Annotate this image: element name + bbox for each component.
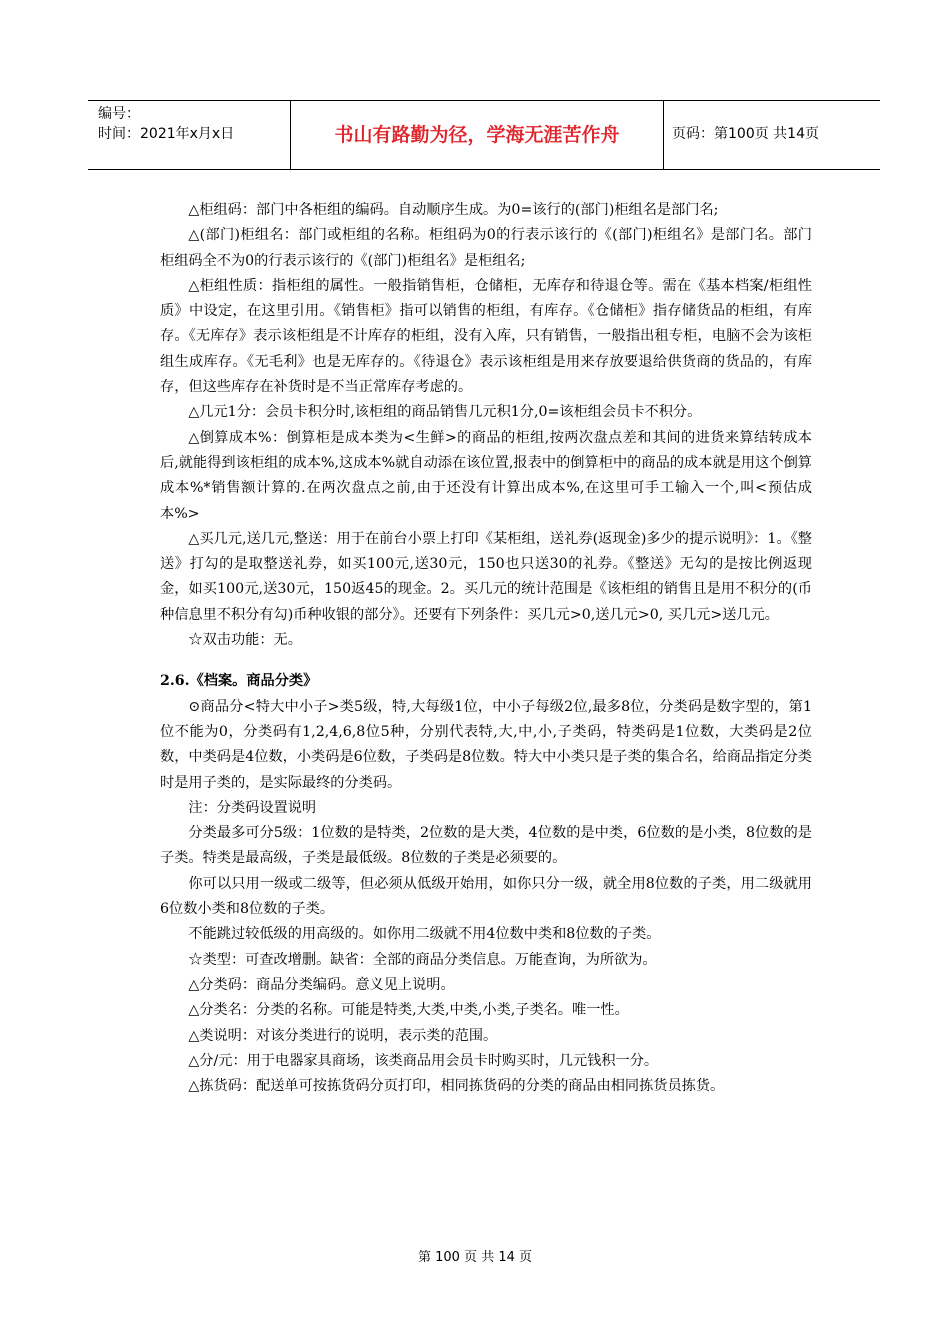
paragraph: △买几元,送几元,整送：用于在前台小票上打印《某柜组，送礼券(返现金)多少的提示说明》：1。《整送》打勾的是取整送礼券，如买100元,送30元，150也只送30的礼券。《整送》无勾的是按比例返现金，如买100元,送30元，150返45的现金。2。买几元的统计范围是《该柜组的销售且是用不积分的(币种信息里不积分有勾)币种收银的部分》。还要有下列条件：买几元>0,送几元>0, 买几元>送几元。 <box>160 530 812 623</box>
paragraph: △倒算成本%：倒算柜是成本类为<生鲜>的商品的柜组,按两次盘点差和其间的进货来算结转成本后,就能得到该柜组的成本%,这成本%就自动添在该位置,报表中的倒算柜中的商品的成本就是用这个倒算成本%*销售额计算的.在两次盘点之前,由于还没有计算出成本%,在这里可手工输入一个,叫<预估成本%> <box>160 429 812 522</box>
paragraph: ☆类型：可查改增删。缺省：全部的商品分类信息。万能查询，为所欲为。 <box>188 951 657 968</box>
page-footer: 第 100 页 共 14 页 <box>417 1250 533 1265</box>
header-page-info: 页码：第100页 共14页 <box>672 126 819 142</box>
paragraph: △柜组码：部门中各柜组的编码。自动顺序生成。为0=该行的(部门)柜组名是部门名; <box>188 202 719 218</box>
paragraph: △(部门)柜组名：部门或柜组的名称。柜组码为0的行表示该行的《(部门)柜组名》是部门名。部门柜组码全不为0的行表示该行的《(部门)柜组名》是柜组名; <box>160 227 812 269</box>
document-number-label: 编号： <box>98 106 140 122</box>
paragraph: △几元1分：会员卡积分时,该柜组的商品销售几元积1分,0=该柜组会员卡不积分。 <box>188 404 702 421</box>
paragraph: △分/元：用于电器家具商场，该类商品用会员卡时购买时，几元钱积一分。 <box>188 1052 659 1069</box>
paragraph: ⊙商品分<特大中小子>类5级，特,大每级1位，中小子每级2位,最多8位，分类码是数字型的，第1位不能为0，分类码有1,2,4,6,8位5种，分别代表特,大,中,小,子类码，特类码是1位数，大类码是2位数，中类码是4位数，小类码是6位数，子类码是8位数。特大中小类只是子类的集合名，给商品指定分类时是用子类的，是实际最终的分类码。 <box>160 698 812 791</box>
paragraph: 不能跳过较低级的用高级的。如你用二级就不用4位数中类和8位数的子类。 <box>188 926 661 943</box>
page-header <box>88 100 880 170</box>
document-time-label: 时间：2021年x月x日 <box>98 126 235 142</box>
header-motto: 书山有路勤为径，学海无涯苦作舟 <box>334 124 620 146</box>
paragraph: △柜组性质：指柜组的属性。一般指销售柜，仓储柜，无库存和待退仓等。需在《基本档案/柜组性质》中设定，在这里引用。《销售柜》指可以销售的柜组，有库存。《仓储柜》指存储货品的柜组，有库存。《无库存》表示该柜组是不计库存的柜组，没有入库，只有销售，一般指出租专柜，电脑不会为该柜组生成库存。《无毛利》也是无库存的。《待退仓》表示该柜组是用来存放要退给供货商的货品的，有库存，但这些库存在补货时是不当正常库存考虑的。 <box>160 277 812 396</box>
section-title: 2.6.《档案。商品分类》 <box>160 673 318 690</box>
paragraph: △类说明：对该分类进行的说明，表示类的范围。 <box>188 1027 498 1044</box>
paragraph: ☆双击功能：无。 <box>188 632 302 649</box>
paragraph: 分类最多可分5级：1位数的是特类，2位数的是大类，4位数的是中类，6位数的是小类，8位数的是子类。特类是最高级，子类是最低级。8位数的子类是必须要的。 <box>160 825 812 867</box>
paragraph: △拣货码：配送单可按拣货码分页打印，相同拣货码的分类的商品由相同拣货员拣货。 <box>188 1078 725 1095</box>
document-body <box>160 198 812 1099</box>
header-page-cell <box>664 101 880 169</box>
paragraph: 注：分类码设置说明 <box>188 799 317 816</box>
paragraph: △分类名：分类的名称。可能是特类,大类,中类,小类,子类名。唯一性。 <box>188 1002 629 1019</box>
paragraph: △分类码：商品分类编码。意义见上说明。 <box>188 976 455 993</box>
header-motto-cell <box>290 101 664 169</box>
paragraph: 你可以只用一级或二级等，但必须从低级开始用，如你只分一级，就全用8位数的子类，用二级就用6位数小类和8位数的子类。 <box>160 875 812 918</box>
header-meta-cell <box>88 101 290 169</box>
